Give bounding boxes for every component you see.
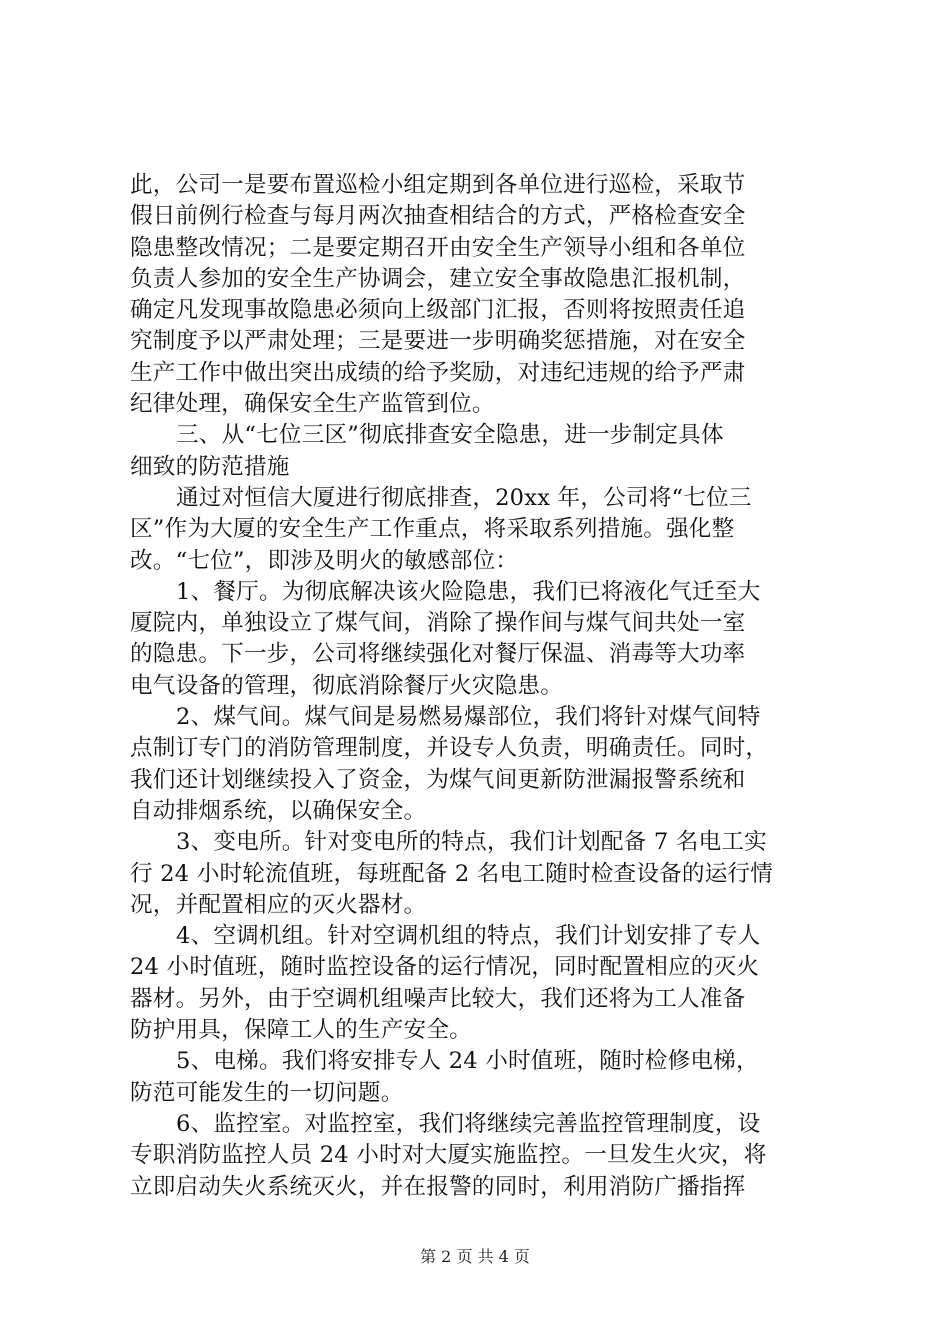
text-line: 3、变电所。针对变电所的特点，我们计划配备 7 名电工实 [176, 829, 767, 856]
text-line: 细致的防范措施 [130, 453, 290, 480]
text-line: 负责人参加的安全生产协调会，建立安全事故隐患汇报机制， [130, 265, 746, 292]
body-text [130, 170, 832, 1203]
text-line: 通过对恒信大厦进行彻底排查，20xx 年，公司将“七位三 [176, 484, 752, 511]
text-line: 行 24 小时轮流值班，每班配备 2 名电工随时检查设备的运行情 [130, 860, 774, 887]
page-footer: 第 2 页 共 4 页 [420, 1247, 530, 1266]
text-line: 三、从“七位三区”彻底排查安全隐患，进一步制定具体 [176, 422, 724, 449]
text-line: 的隐患。下一步，公司将继续强化对餐厅保温、消毒等大功率 [130, 641, 746, 668]
text-line: 6、监控室。对监控室，我们将继续完善监控管理制度，设 [176, 1110, 761, 1137]
text-line: 防护用具，保障工人的生产安全。 [130, 1017, 472, 1044]
text-line: 确定凡发现事故隐患必须向上级部门汇报，否则将按照责任追 [130, 297, 746, 324]
text-line: 区”作为大厦的安全生产工作重点，将采取系列措施。强化整 [130, 516, 735, 543]
text-line: 器材。另外，由于空调机组噪声比较大，我们还将为工人准备 [130, 985, 746, 1012]
text-line: 专职消防监控人员 24 小时对大厦实施监控。一旦发生火灾，将 [130, 1142, 767, 1169]
text-line: 防范可能发生的一切问题。 [130, 1079, 404, 1106]
text-line: 24 小时值班，随时监控设备的运行情况，同时配置相应的灭火 [130, 954, 760, 981]
text-line: 假日前例行检查与每月两次抽查相结合的方式，严格检查安全 [130, 203, 746, 230]
text-line: 此，公司一是要布置巡检小组定期到各单位进行巡检，采取节 [130, 172, 746, 198]
text-line: 立即启动失火系统灭火，并在报警的同时，利用消防广播指挥 [130, 1173, 746, 1200]
text-line: 4、空调机组。针对空调机组的特点，我们计划安排了专人 [176, 923, 761, 950]
text-line: 改。“七位”，即涉及明火的敏感部位： [130, 547, 519, 574]
text-line: 2、煤气间。煤气间是易燃易爆部位，我们将针对煤气间特 [176, 704, 761, 731]
text-line: 生产工作中做出突出成绩的给予奖励，对违纪违规的给予严肃 [130, 359, 746, 386]
text-line: 纪律处理，确保安全生产监管到位。 [130, 391, 495, 418]
text-line: 我们还计划继续投入了资金，为煤气间更新防泄漏报警系统和 [130, 766, 746, 793]
text-line: 点制订专门的消防管理制度，并设专人负责，明确责任。同时， [130, 735, 769, 762]
text-line: 5、电梯。我们将安排专人 24 小时值班，随时检修电梯， [176, 1048, 759, 1075]
text-line: 厦院内，单独设立了煤气间，消除了操作间与煤气间共处一室 [130, 610, 746, 637]
text-line: 况，并配置相应的灭火器材。 [130, 891, 427, 918]
text-line: 究制度予以严肃处理；三是要进一步明确奖惩措施，对在安全 [130, 328, 746, 355]
text-line: 隐患整改情况；二是要定期召开由安全生产领导小组和各单位 [130, 234, 746, 261]
text-line: 自动排烟系统，以确保安全。 [130, 797, 427, 824]
text-line: 电气设备的管理，彻底消除餐厅火灾隐患。 [130, 672, 564, 699]
text-line: 1、餐厅。为彻底解决该火险隐患，我们已将液化气迁至大 [176, 578, 761, 605]
